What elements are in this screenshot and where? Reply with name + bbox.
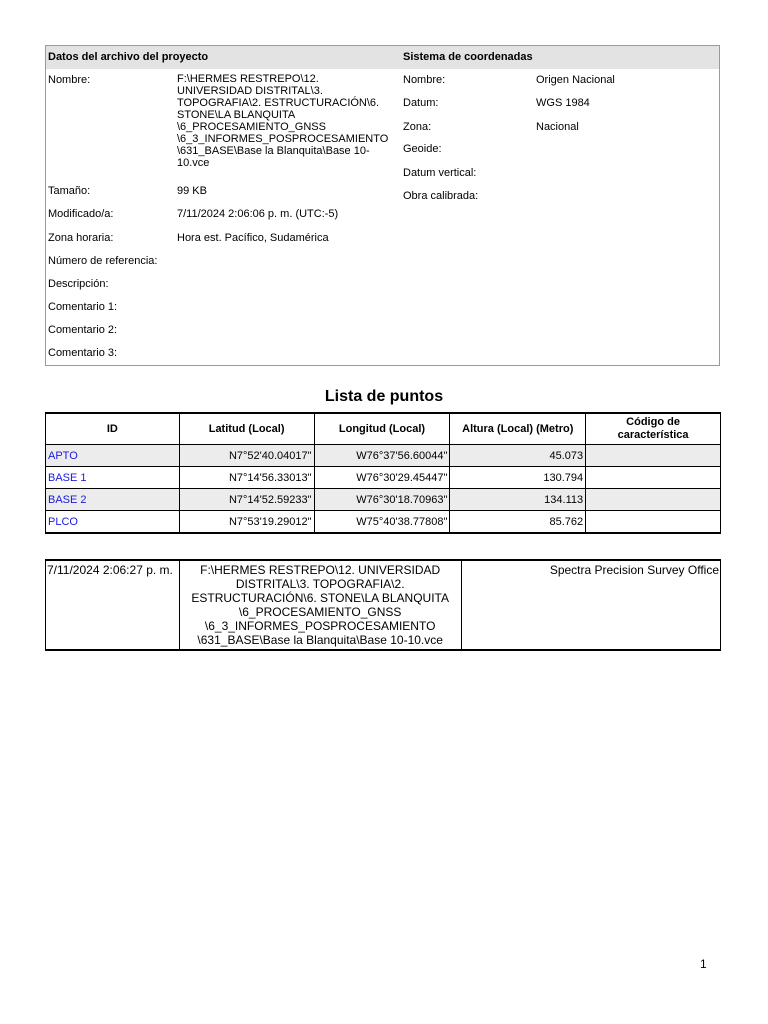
cs-name-value: Origen Nacional	[536, 74, 615, 86]
height-cell: 134.113	[450, 489, 586, 511]
footer-row	[46, 560, 721, 650]
zone-label: Zona:	[403, 121, 432, 133]
feature-code-cell	[586, 445, 721, 467]
longitude-cell: W75°40'38.77808"	[314, 511, 450, 534]
comment-2-label: Comentario 2:	[48, 324, 118, 336]
project-info-header	[46, 46, 719, 69]
point-id-link[interactable]: BASE 2	[46, 489, 180, 511]
geoid-label: Geoide:	[403, 143, 442, 155]
modified-value: 7/11/2024 2:06:06 p. m. (UTC:-5)	[177, 208, 339, 220]
table-header-row	[46, 413, 721, 445]
point-id-link[interactable]: PLCO	[46, 511, 180, 534]
table-row	[46, 511, 721, 534]
calibrated-site-label: Obra calibrada:	[403, 190, 479, 202]
project-info-panel	[45, 45, 720, 366]
page-number: 1	[700, 957, 707, 971]
latitude-column-header: Latitud (Local)	[179, 413, 314, 445]
table-row	[46, 445, 721, 467]
id-column-header: ID	[46, 413, 180, 445]
latitude-cell: N7°53'19.29012"	[179, 511, 314, 534]
longitude-cell: W76°30'18.70963"	[314, 489, 450, 511]
latitude-cell: N7°52'40.04017"	[179, 445, 314, 467]
modified-label: Modificado/a:	[48, 208, 114, 220]
feature-code-column-header: Código de característica	[586, 413, 721, 445]
height-cell: 45.073	[450, 445, 586, 467]
timezone-value: Hora est. Pacífico, Sudamérica	[177, 232, 329, 244]
size-value: 99 KB	[177, 185, 207, 197]
size-label: Tamaño:	[48, 185, 91, 197]
reference-number-label: Número de referencia:	[48, 255, 158, 267]
footer-software-name: Spectra Precision Survey Office	[461, 560, 720, 650]
footer-date: 7/11/2024 2:06:27 p. m.	[46, 560, 180, 650]
longitude-column-header: Longitud (Local)	[314, 413, 450, 445]
file-path-value: F:\HERMES RESTREPO\12. UNIVERSIDAD DISTRITAL\3. TOPOGRAFIA\2. ESTRUCTURACIÓN\6. STONE\LA BLANQUITA \6_PROCESAMIENTO_GNSS \6_3_INFORMES_POSPROCESAMIENTO \631_BASE\Base la Blanquita\Base 10-10.vce	[177, 73, 389, 169]
height-cell: 85.762	[450, 511, 586, 534]
longitude-cell: W76°30'29.45447"	[314, 467, 450, 489]
point-id-link[interactable]: BASE 1	[46, 467, 180, 489]
point-list-table	[45, 412, 721, 534]
datum-label: Datum:	[403, 97, 439, 109]
project-file-header: Datos del archivo del proyecto	[48, 51, 209, 63]
feature-code-cell	[586, 489, 721, 511]
height-column-header: Altura (Local) (Metro)	[450, 413, 586, 445]
latitude-cell: N7°14'56.33013"	[179, 467, 314, 489]
report-footer	[45, 559, 721, 651]
feature-code-cell	[586, 467, 721, 489]
description-label: Descripción:	[48, 278, 109, 290]
point-list-title: Lista de puntos	[324, 388, 444, 405]
comment-3-label: Comentario 3:	[48, 347, 118, 359]
datum-value: WGS 1984	[536, 97, 590, 109]
point-id-link[interactable]: APTO	[46, 445, 180, 467]
table-row	[46, 467, 721, 489]
name-label: Nombre:	[48, 74, 91, 86]
vertical-datum-label: Datum vertical:	[403, 167, 477, 179]
timezone-label: Zona horaria:	[48, 232, 114, 244]
height-cell: 130.794	[450, 467, 586, 489]
table-row	[46, 489, 721, 511]
coordinate-system-header: Sistema de coordenadas	[403, 51, 533, 63]
comment-1-label: Comentario 1:	[48, 301, 118, 313]
longitude-cell: W76°37'56.60044"	[314, 445, 450, 467]
feature-code-cell	[586, 511, 721, 534]
footer-file-path: F:\HERMES RESTREPO\12. UNIVERSIDAD DISTRITAL\3. TOPOGRAFIA\2. ESTRUCTURACIÓN\6. STONE\LA BLANQUITA \6_PROCESAMIENTO_GNSS \6_3_INFORMES_POSPROCESAMIENTO \631_BASE\Base la Blanquita\Base 10-10.vce	[179, 560, 461, 650]
cs-name-label: Nombre:	[403, 74, 446, 86]
latitude-cell: N7°14'52.59233"	[179, 489, 314, 511]
zone-value: Nacional	[536, 121, 579, 133]
